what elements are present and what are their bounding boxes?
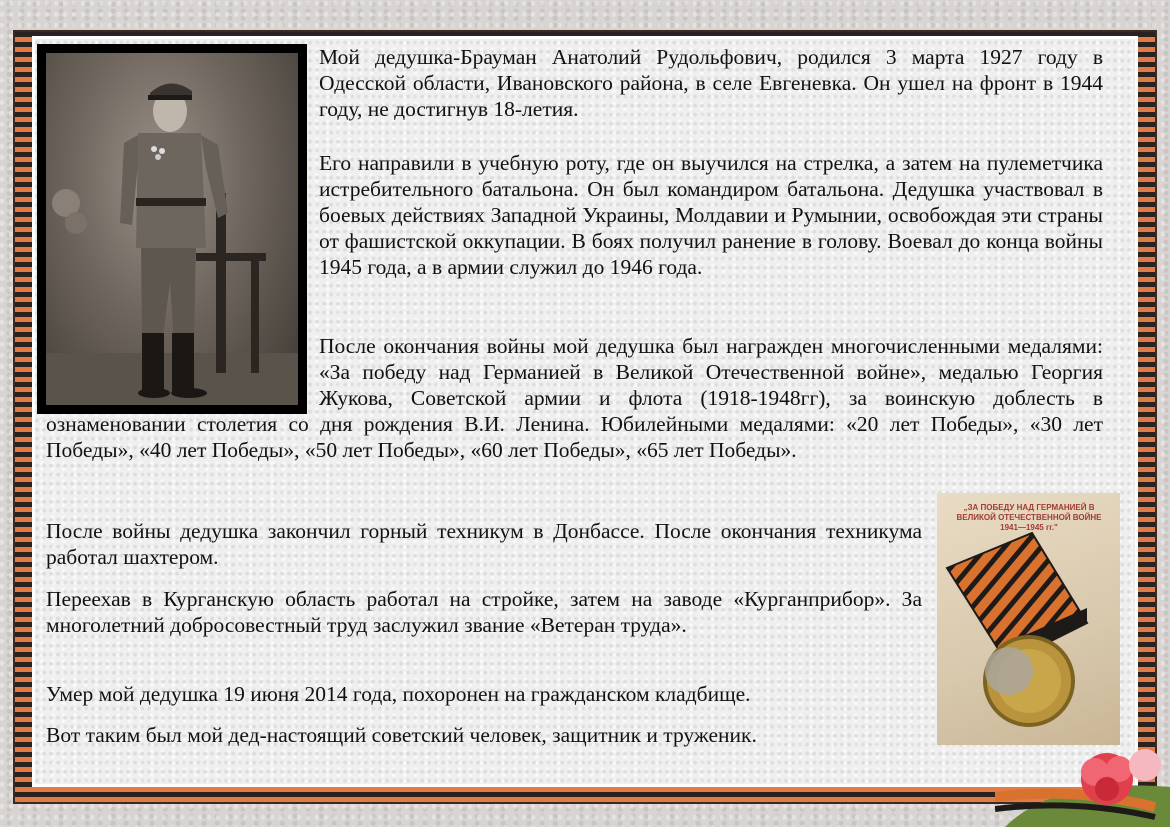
paragraph-awards: После окончания войны мой дедушка был награжден многочисленными медалями: «За победу над Германией в Великой Отечественной войне», медалью Георгия Жукова, Советской армии и флота (1918-1948гг), за воинскую доблесть в ознаменовании столетия со дня рождения В.И. Ленина. Юбилейными медалями: «20 лет Победы», «30 лет Победы», «40 лет Победы», «50 лет Победы», «60 лет Победы», «65 лет Победы». bbox=[46, 334, 1103, 462]
medal-ribbon-icon bbox=[937, 493, 1120, 745]
carnation-flower-decoration bbox=[995, 717, 1170, 827]
medal-certificate-caption: „ЗА ПОБЕДУ НАД ГЕРМАНИЕЙ В ВЕЛИКОЙ ОТЕЧЕСТВЕННОЙ ВОЙНЕ 1941—1945 гг." bbox=[956, 503, 1102, 532]
paragraph-birth: Мой дедушка-Брауман Анатолий Рудольфович, родился 3 марта 1927 году в Одесской области, Ивановского района, в селе Евгеневка. Он ушел на фронт в 1944 году, не достигнув 18-летия. bbox=[319, 45, 1103, 121]
paragraph-conclusion: Вот таким был мой дед-настоящий советский человек, защитник и труженик. bbox=[46, 723, 757, 747]
paragraph-education: После войны дедушка закончил горный техникум в Донбассе. После окончания техникума работал шахтером. bbox=[46, 519, 922, 569]
paragraph-work: Переехав в Курганскую область работал на стройке, затем на заводе «Курганприбор». За многолетний добросовестный труд заслужил звание «Ветеран труда». bbox=[46, 587, 922, 637]
paragraph-death: Умер мой дедушка 19 июня 2014 года, похоронен на гражданском кладбище. bbox=[46, 682, 751, 706]
photo-wrap-spacer bbox=[46, 333, 319, 411]
paragraph-war-service: Его направили в учебную роту, где он выучился на стрелка, а затем на пулеметчика истребительного батальона. Он был командиром батальона. Дедушка участвовал в боевых действиях Западной Украины, Молдавии и Румынии, освобождая эти страны от фашистской оккупации. В боях получил ранение в голову. Воевал до конца войны 1945 года, а в армии служил до 1946 года. bbox=[319, 151, 1103, 279]
victory-medal-photo bbox=[937, 493, 1120, 745]
